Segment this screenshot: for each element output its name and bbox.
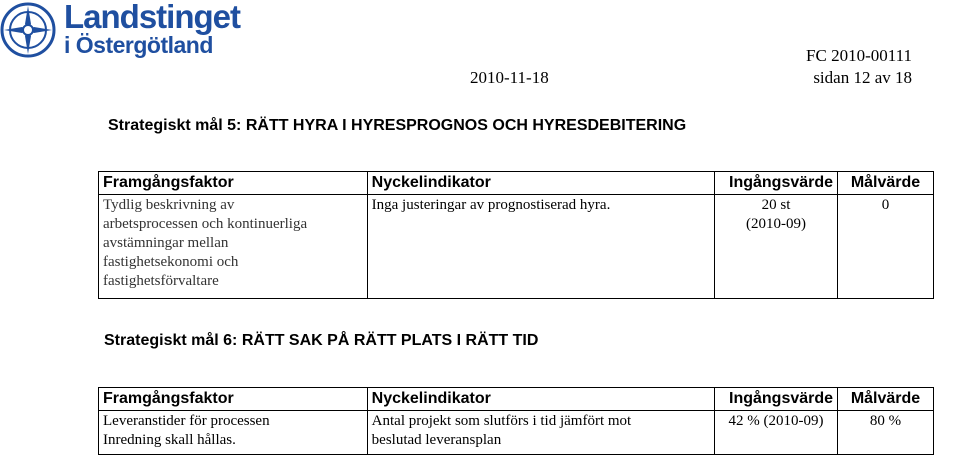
goal-5-table <box>98 171 934 299</box>
logo-text-line1: Landstinget <box>64 0 240 35</box>
column-header: Framgångsfaktor <box>99 388 368 411</box>
document-reference: FC 2010-00111 <box>806 46 912 65</box>
key-indicator-cell <box>367 411 714 455</box>
table-row <box>99 411 934 455</box>
column-header: Ingångsvärde <box>715 388 838 411</box>
column-header: Målvärde <box>838 172 934 195</box>
table-row <box>99 195 934 299</box>
logo-text-line2: i Östergötland <box>64 32 213 58</box>
column-header: Nyckelindikator <box>367 388 714 411</box>
factor-line: arbetsprocessen och kontinuerliga <box>103 216 308 232</box>
target-value-cell: 80 % <box>838 411 934 455</box>
start-value-line: (2010-09) <box>746 216 807 232</box>
factor-line: Inredning skall hållas. <box>103 432 236 448</box>
success-factor-cell <box>99 411 368 455</box>
start-value-line: 20 st <box>761 197 791 213</box>
page-number: sidan 12 av 18 <box>813 68 912 87</box>
start-value-cell <box>715 195 838 299</box>
landstinget-logo <box>0 0 240 62</box>
indicator-line: Antal projekt som slutförs i tid jämfört mot <box>371 413 632 429</box>
column-header: Nyckelindikator <box>367 172 714 195</box>
factor-line: avstämningar mellan <box>103 235 229 251</box>
column-header: Ingångsvärde <box>715 172 838 195</box>
factor-line: Leveranstider för processen <box>103 413 270 429</box>
column-header: Målvärde <box>838 388 934 411</box>
goal-5-header-row <box>99 172 934 195</box>
goal-5-title: Strategiskt mål 5: RÄTT HYRA I HYRESPROGNOS OCH HYRESDEBITERING <box>108 117 687 134</box>
factor-line: fastighetsförvaltare <box>103 273 219 289</box>
success-factor-cell <box>99 195 368 299</box>
indicator-line: beslutad leveransplan <box>371 432 502 448</box>
goal-6-header-row <box>99 388 934 411</box>
factor-line: Tydlig beskrivning av <box>103 197 235 213</box>
start-value-cell: 42 % (2010-09) <box>715 411 838 455</box>
factor-line: fastighetsekonomi och <box>103 254 239 270</box>
column-header: Framgångsfaktor <box>99 172 368 195</box>
document-date: 2010-11-18 <box>470 68 549 87</box>
target-value-cell: 0 <box>838 195 934 299</box>
goal-6-title: Strategiskt mål 6: RÄTT SAK PÅ RÄTT PLATS I RÄTT TID <box>104 332 539 349</box>
landstinget-emblem-icon <box>0 2 56 58</box>
goal-6-table <box>98 387 934 455</box>
key-indicator-cell: Inga justeringar av prognostiserad hyra. <box>367 195 714 299</box>
